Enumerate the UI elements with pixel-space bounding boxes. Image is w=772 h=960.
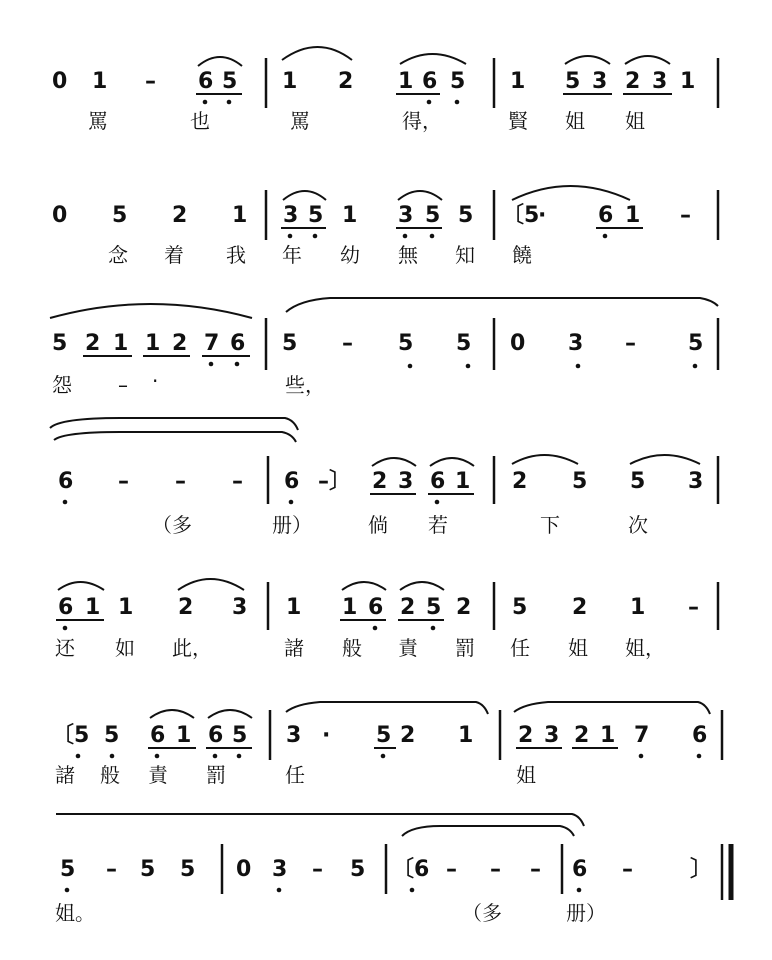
note: 1 [458, 723, 474, 748]
note: 3 [398, 469, 414, 494]
note: – [530, 857, 541, 882]
note: 5 [282, 331, 298, 356]
slur [400, 54, 466, 64]
note: 3 [592, 69, 608, 94]
lyric: 諸 [284, 636, 304, 660]
note: – [175, 469, 186, 494]
octave-dot [203, 100, 208, 105]
note: – [490, 857, 501, 882]
note: 0 [236, 857, 252, 882]
slur [150, 710, 194, 718]
note: 2 [400, 723, 416, 748]
lyric: 念 [108, 243, 128, 267]
slur [565, 56, 610, 64]
lyric: 般 [100, 763, 120, 787]
octave-dot [576, 364, 581, 369]
note: 2 [572, 595, 588, 620]
lyric: 責 [398, 636, 418, 660]
note: – [118, 469, 129, 494]
slur [56, 814, 584, 826]
note: 3 [283, 203, 299, 228]
octave-dot [63, 500, 68, 505]
lyric: 賢 [508, 109, 528, 133]
note: 1 [176, 723, 192, 748]
note: 5 [565, 69, 581, 94]
note: 5 [512, 595, 528, 620]
octave-dot [431, 626, 436, 631]
note: 5 [688, 331, 704, 356]
slur [398, 191, 442, 200]
note: – [232, 469, 243, 494]
slur [400, 582, 444, 590]
note: 3 [544, 723, 560, 748]
note: 1 [342, 595, 358, 620]
octave-dot [410, 888, 415, 893]
octave-dot [277, 888, 282, 893]
note: – [680, 203, 691, 228]
note: 0 [52, 69, 68, 94]
lyric: 姐 [625, 109, 645, 133]
note: 5 [104, 723, 120, 748]
slur [625, 56, 670, 64]
note: 5 [112, 203, 128, 228]
lyric: 还 [55, 636, 75, 660]
lyric: 知 [455, 243, 475, 267]
note: 0 [510, 331, 526, 356]
note: 2 [172, 331, 188, 356]
lyric: 姐 [568, 636, 588, 660]
system-1 [52, 47, 718, 133]
note: 2 [400, 595, 416, 620]
lyric: （多 [462, 901, 502, 925]
note: 5 [426, 595, 442, 620]
octave-dot [430, 234, 435, 239]
note: 2 [338, 69, 354, 94]
note: 5 [52, 331, 68, 356]
slur [208, 710, 252, 718]
octave-dot [110, 754, 115, 759]
octave-dot [288, 234, 293, 239]
note: 1 [455, 469, 471, 494]
note: 1 [92, 69, 108, 94]
note: – [622, 857, 633, 882]
slur [402, 826, 574, 836]
note: 5 [222, 69, 238, 94]
lyric: 罵 [88, 109, 108, 133]
note: 5 [308, 203, 324, 228]
system-4 [50, 418, 718, 537]
note: 3 [398, 203, 414, 228]
octave-dot [76, 754, 81, 759]
note: 6 [430, 469, 446, 494]
slur [178, 579, 244, 590]
note: 1 [625, 203, 641, 228]
note: 3 [688, 469, 704, 494]
octave-dot [289, 500, 294, 505]
lyric: 若 [428, 513, 448, 537]
note: 2 [372, 469, 388, 494]
note: 5 [140, 857, 156, 882]
octave-dot [577, 888, 582, 893]
note: 7 [204, 331, 220, 356]
note: 1 [510, 69, 526, 94]
note: – [342, 331, 353, 356]
lyric: 册） [272, 513, 312, 537]
octave-dot [435, 500, 440, 505]
slur [630, 455, 700, 464]
system-2 [52, 186, 718, 267]
lyric: 也 [190, 109, 210, 133]
note: 〕 [690, 857, 713, 882]
lyric: 任 [285, 763, 305, 787]
lyric: 般 [342, 636, 362, 660]
note: 6 [422, 69, 438, 94]
note: – [312, 857, 323, 882]
slur [372, 458, 416, 466]
note: 2 [85, 331, 101, 356]
note: 2 [625, 69, 641, 94]
lyric: 姐 [565, 109, 585, 133]
note: – [145, 69, 156, 94]
note: 1 [630, 595, 646, 620]
note: 2 [178, 595, 194, 620]
note: 1 [118, 595, 134, 620]
note: 5 [60, 857, 76, 882]
slur [282, 47, 352, 60]
lyric: 姐 [516, 763, 536, 787]
note: 6 [598, 203, 614, 228]
lyric: 罰 [455, 636, 475, 660]
note: 5 [350, 857, 366, 882]
octave-dot [603, 234, 608, 239]
slur [50, 304, 252, 318]
note: 2 [512, 469, 528, 494]
lyric: （多 [152, 513, 192, 537]
lyric: 些， [285, 373, 325, 397]
note: – [625, 331, 636, 356]
lyric: 饒 [512, 243, 532, 267]
note: 〔6 [392, 857, 430, 882]
system-6 [52, 702, 722, 787]
lyric: 任 [510, 636, 530, 660]
octave-dot [403, 234, 408, 239]
note: 7 [634, 723, 650, 748]
note: 5 [425, 203, 441, 228]
note: 1 [85, 595, 101, 620]
lyric: 怨 [52, 373, 72, 397]
note: 3 [568, 331, 584, 356]
octave-dot [693, 364, 698, 369]
note: 1 [342, 203, 358, 228]
lyric: 册） [566, 901, 606, 925]
slur [512, 186, 630, 200]
note: 3 [232, 595, 248, 620]
slur [512, 455, 578, 464]
note: 5 [630, 469, 646, 494]
octave-dot [63, 626, 68, 631]
note: 1 [282, 69, 298, 94]
note: 1 [232, 203, 248, 228]
octave-dot [155, 754, 160, 759]
note: 6 [208, 723, 224, 748]
note: 6 [284, 469, 300, 494]
note: 5 [458, 203, 474, 228]
slur [198, 57, 242, 66]
note: 1 [600, 723, 616, 748]
note: 1 [113, 331, 129, 356]
note: 5 [450, 69, 466, 94]
octave-dot [235, 362, 240, 367]
note: 5 [572, 469, 588, 494]
octave-dot [697, 754, 702, 759]
note: · [322, 723, 331, 748]
note: 5 [456, 331, 472, 356]
lyric: 年 [282, 243, 302, 267]
lyric: 次 [628, 513, 648, 537]
lyric: 罵 [290, 109, 310, 133]
octave-dot [227, 100, 232, 105]
note: 5 [398, 331, 414, 356]
octave-dot [237, 754, 242, 759]
note: 5 [232, 723, 248, 748]
note: 〔5 [502, 203, 540, 228]
note: – [446, 857, 457, 882]
note: 0 [52, 203, 68, 228]
slur [514, 702, 710, 714]
lyric: 諸 [55, 763, 75, 787]
note: 1 [398, 69, 414, 94]
note: 6 [198, 69, 214, 94]
slur [58, 582, 104, 590]
lyric: 此， [172, 636, 212, 660]
lyric: 無 [398, 243, 418, 267]
note: 3 [286, 723, 302, 748]
octave-dot [427, 100, 432, 105]
lyric: 我 [226, 243, 246, 267]
system-5 [55, 579, 718, 660]
octave-dot [373, 626, 378, 631]
note: – [688, 595, 699, 620]
lyric: 責 [148, 763, 168, 787]
note: 2 [172, 203, 188, 228]
note: 6 [692, 723, 708, 748]
note: 6 [150, 723, 166, 748]
lyric: 罰 [206, 763, 226, 787]
lyric: 姐。 [55, 901, 95, 925]
note: 5 [376, 723, 392, 748]
slur [54, 432, 296, 442]
note: 2 [574, 723, 590, 748]
lyric: 下 [540, 513, 560, 537]
octave-dot [381, 754, 386, 759]
note: 5 [180, 857, 196, 882]
slur [50, 418, 298, 430]
lyric: 着 [164, 243, 184, 267]
note: 2 [456, 595, 472, 620]
note: 1 [286, 595, 302, 620]
note: 1 [680, 69, 696, 94]
octave-dot [455, 100, 460, 105]
note: 3 [652, 69, 668, 94]
slur [430, 458, 474, 466]
octave-dot [408, 364, 413, 369]
note: – [106, 857, 117, 882]
note: 6 [572, 857, 588, 882]
octave-dot [639, 754, 644, 759]
slur [286, 298, 718, 312]
octave-dot [313, 234, 318, 239]
slur [342, 582, 386, 590]
lyric: 如 [115, 636, 135, 660]
lyric: 得， [402, 109, 442, 133]
system-7 [55, 814, 731, 925]
lyric: · [152, 369, 159, 393]
lyric: – [118, 373, 128, 397]
octave-dot [466, 364, 471, 369]
octave-dot [209, 362, 214, 367]
slur [286, 702, 488, 714]
slur [283, 191, 326, 200]
system-3 [50, 298, 718, 397]
note: 2 [518, 723, 534, 748]
lyric: 姐， [625, 636, 665, 660]
note: 6 [368, 595, 384, 620]
note: 6 [58, 595, 74, 620]
note: 〔5 [52, 723, 90, 748]
note: –〕 [318, 469, 352, 494]
note: 3 [272, 857, 288, 882]
octave-dot [65, 888, 70, 893]
note: 6 [58, 469, 74, 494]
note: · [538, 203, 547, 228]
note: 6 [230, 331, 246, 356]
octave-dot [213, 754, 218, 759]
lyric: 倘 [368, 513, 388, 537]
lyric: 幼 [340, 243, 360, 267]
note: 1 [145, 331, 161, 356]
